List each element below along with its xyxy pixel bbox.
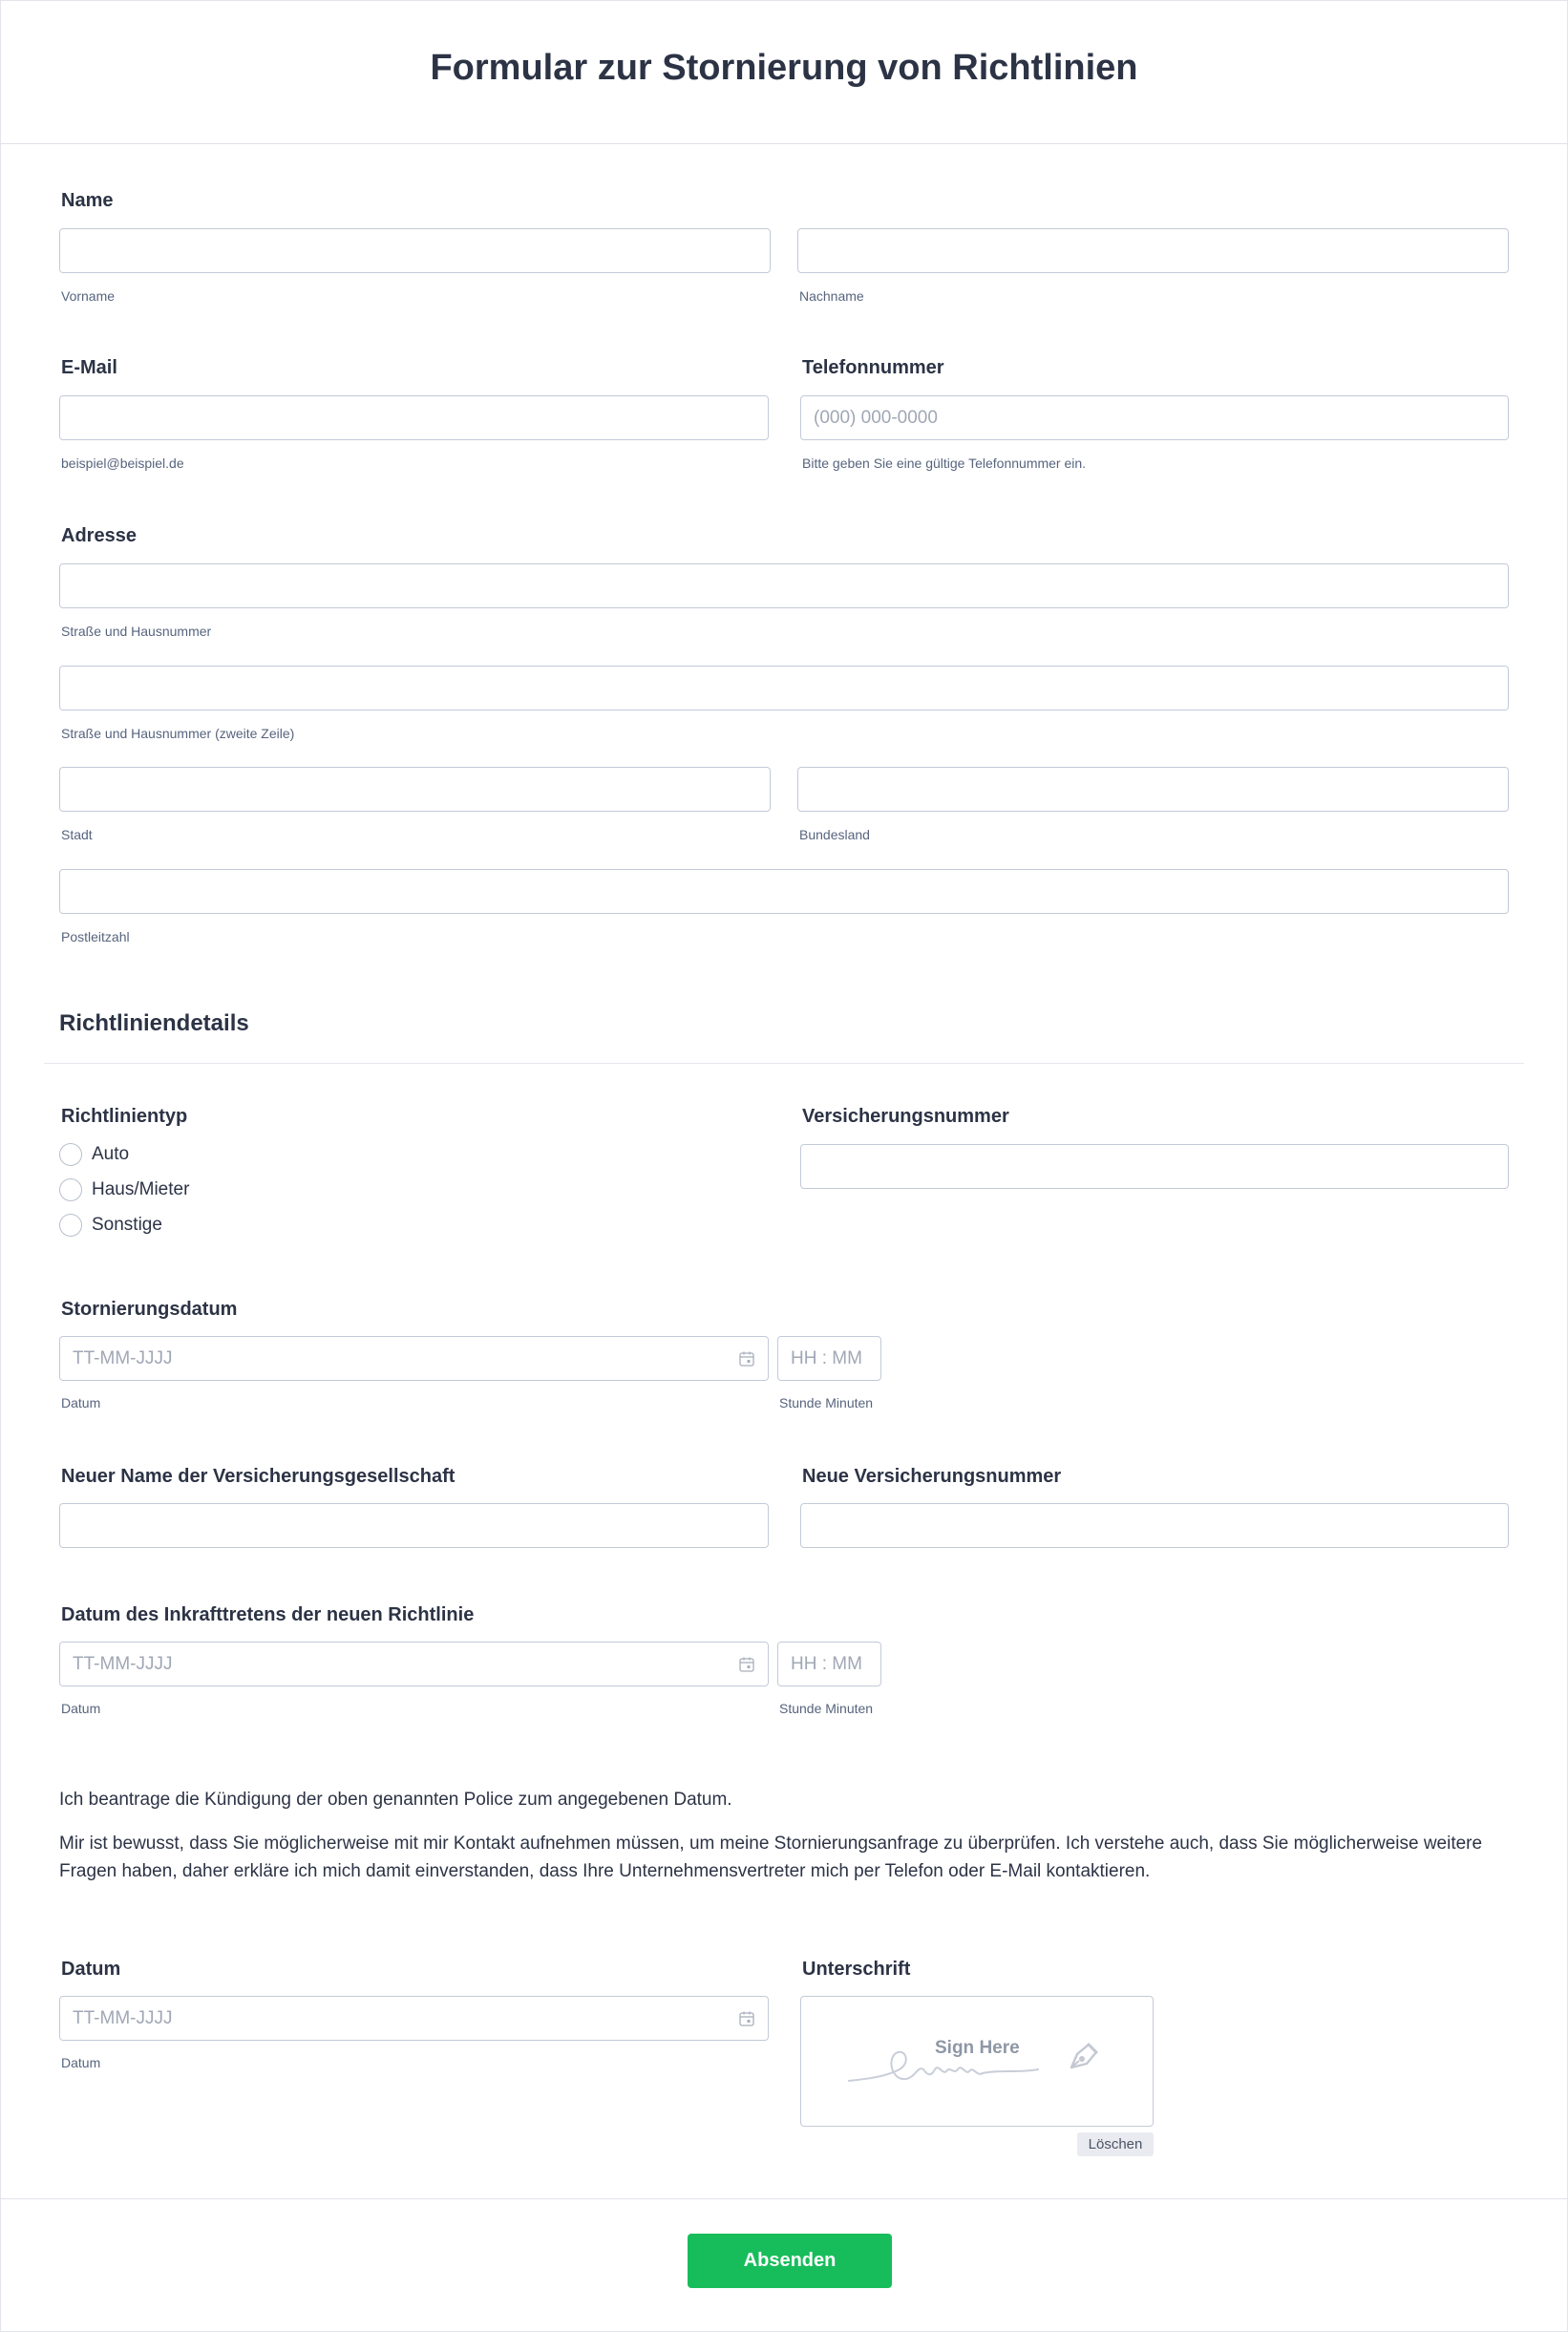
calendar-icon[interactable] xyxy=(738,2010,755,2027)
email-sublabel: beispiel@beispiel.de xyxy=(61,456,184,471)
radio-label: Haus/Mieter xyxy=(92,1179,190,1199)
cancel-date-label: Stornierungsdatum xyxy=(61,1299,238,1320)
date-label: Datum xyxy=(61,1959,121,1980)
policy-number-label: Versicherungsnummer xyxy=(802,1106,1009,1127)
new-policy-number-field[interactable] xyxy=(800,1503,1509,1548)
cancel-time-field[interactable] xyxy=(777,1336,881,1381)
form-header xyxy=(0,0,1568,144)
calendar-icon[interactable] xyxy=(738,1656,755,1673)
new-policy-number-label: Neue Versicherungsnummer xyxy=(802,1466,1062,1487)
last-name-sublabel: Nachname xyxy=(799,288,864,304)
effective-date-field[interactable] xyxy=(59,1642,769,1686)
zip-field[interactable] xyxy=(59,869,1509,914)
time-placeholder: HH : MM xyxy=(791,1654,862,1674)
email-label: E-Mail xyxy=(61,357,117,378)
signature-label: Unterschrift xyxy=(802,1959,911,1980)
calendar-icon[interactable] xyxy=(738,1350,755,1367)
street-field[interactable] xyxy=(59,563,1509,608)
radio-button[interactable] xyxy=(59,1143,82,1166)
street2-sublabel: Straße und Hausnummer (zweite Zeile) xyxy=(61,726,295,741)
radio-label: Sonstige xyxy=(92,1215,162,1235)
effective-time-field[interactable] xyxy=(777,1642,881,1686)
city-field[interactable] xyxy=(59,767,771,812)
date-sublabel: Datum xyxy=(61,1395,101,1410)
name-label: Name xyxy=(61,190,114,211)
new-company-field[interactable] xyxy=(59,1503,769,1548)
first-name-field[interactable] xyxy=(59,228,771,273)
cancel-date-field[interactable] xyxy=(59,1336,769,1381)
radio-option-auto[interactable] xyxy=(59,1142,129,1167)
signature-pad[interactable] xyxy=(800,1996,1154,2127)
state-sublabel: Bundesland xyxy=(799,827,870,842)
phone-label: Telefonnummer xyxy=(802,357,944,378)
request-paragraph: Ich beantrage die Kündigung der oben genannten Police zum angegebenen Datum. xyxy=(59,1790,732,1810)
zip-sublabel: Postleitzahl xyxy=(61,929,130,944)
radio-button[interactable] xyxy=(59,1214,82,1237)
footer-divider xyxy=(0,2198,1568,2199)
pen-nib-icon xyxy=(1064,2035,1104,2075)
date-placeholder: TT-MM-JJJJ xyxy=(73,2008,173,2028)
street-sublabel: Straße und Hausnummer xyxy=(61,624,212,639)
phone-field[interactable] xyxy=(800,395,1509,440)
email-field[interactable] xyxy=(59,395,769,440)
submit-button[interactable]: Absenden xyxy=(688,2234,892,2288)
signature-prompt: Sign Here xyxy=(935,2038,1020,2058)
date-placeholder: TT-MM-JJJJ xyxy=(73,1654,173,1674)
time-sublabel: Stunde Minuten xyxy=(779,1701,874,1716)
effective-date-label: Datum des Inkrafttretens der neuen Richtlinie xyxy=(61,1604,475,1625)
clear-signature-button[interactable]: Löschen xyxy=(1077,2132,1154,2156)
policy-number-field[interactable] xyxy=(800,1144,1509,1189)
section-title: Richtliniendetails xyxy=(59,1010,249,1036)
date-sublabel: Datum xyxy=(61,1701,101,1716)
policy-type-label: Richtlinientyp xyxy=(61,1106,188,1127)
date-sublabel: Datum xyxy=(61,2055,101,2070)
time-placeholder: HH : MM xyxy=(791,1348,862,1368)
phone-placeholder: (000) 000-0000 xyxy=(814,408,938,428)
state-field[interactable] xyxy=(797,767,1509,812)
street2-field[interactable] xyxy=(59,666,1509,710)
radio-button[interactable] xyxy=(59,1178,82,1201)
first-name-sublabel: Vorname xyxy=(61,288,116,304)
new-company-label: Neuer Name der Versicherungsgesellschaft xyxy=(61,1466,456,1487)
last-name-field[interactable] xyxy=(797,228,1509,273)
form-title: Formular zur Stornierung von Richtlinien xyxy=(430,48,1138,88)
city-sublabel: Stadt xyxy=(61,827,93,842)
radio-label: Auto xyxy=(92,1144,130,1164)
consent-paragraph: Mir ist bewusst, dass Sie möglicherweise mit mir Kontakt aufnehmen müssen, um meine Stornierungsanfrage zu überprüfen. Ich verstehe auch, dass Sie möglicherweise weitere Fragen haben, daher erkläre ich mich damit einverstanden, dass Ihre Unternehmensvertreter mich per Telefon oder E-Mail kontaktieren. xyxy=(59,1834,1483,1881)
date-placeholder: TT-MM-JJJJ xyxy=(73,1348,173,1368)
radio-option-home[interactable] xyxy=(59,1177,189,1202)
section-divider xyxy=(44,1063,1524,1064)
radio-option-other[interactable] xyxy=(59,1213,162,1238)
time-sublabel: Stunde Minuten xyxy=(779,1395,874,1410)
address-label: Adresse xyxy=(61,525,137,546)
date-field[interactable] xyxy=(59,1996,769,2041)
phone-sublabel: Bitte geben Sie eine gültige Telefonnummer ein. xyxy=(802,456,1087,471)
